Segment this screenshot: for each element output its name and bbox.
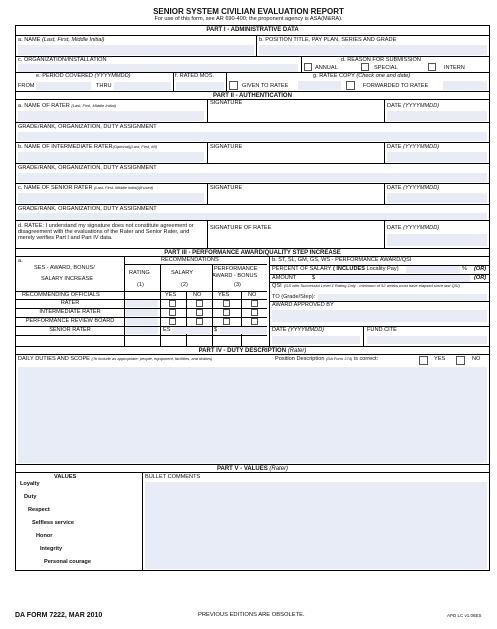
from-date-field[interactable] xyxy=(36,82,91,90)
ratee-date-field[interactable] xyxy=(387,234,487,246)
rater-rating-field[interactable] xyxy=(126,300,158,307)
senior-date-label: DATE xyxy=(387,185,402,191)
official-rater: RATER xyxy=(60,300,80,306)
ratee-statement: d. RATEE: I understand my signature does not constitute agreement or disagreement with the evaluations of the Rater and Senior Rater, and merely verifies Part I and Part IV data. xyxy=(18,223,194,242)
ratee-copy-hint: (Check one and date) xyxy=(356,73,411,79)
es-field[interactable] xyxy=(172,327,210,334)
rater-date-hint: (YYYYMMDD) xyxy=(403,103,440,109)
includes-label: ( INCLUDES xyxy=(332,266,365,272)
value-selfless-service: Selfless service xyxy=(32,520,74,526)
rater-grade-label: GRADE/RANK, ORGANIZATION, DUTY ASSIGNMENT xyxy=(18,124,157,130)
salary-number: (2) xyxy=(181,282,188,288)
performance-review-board-salary-no-checkbox[interactable] xyxy=(196,318,203,325)
ratee-date-hint: (YYYYMMDD) xyxy=(403,225,440,231)
senior-rater-rating-field[interactable] xyxy=(126,327,158,334)
forwarded-to-ratee-checkbox[interactable] xyxy=(346,81,355,90)
position-label: b. POSITION TITLE, PAY PLAN, SERIES AND GRADE xyxy=(259,37,397,43)
pd-hint: (DA Form 374) xyxy=(326,356,353,361)
to-grade-step-label: TO (Grade/Step): xyxy=(272,294,316,300)
senior-date-hint: (YYYYMMDD) xyxy=(403,185,440,191)
part4-heading-hint: (Rater) xyxy=(287,348,307,354)
rating-number: (1) xyxy=(137,282,144,288)
performance-review-board-award-no-checkbox[interactable] xyxy=(251,318,258,325)
name-field[interactable] xyxy=(18,45,254,55)
rater-name-hint: (Last, First, Middle Initial) xyxy=(71,103,117,108)
intermediate-rater-salary-yes-checkbox[interactable] xyxy=(169,309,176,316)
period-label: e. PERIOD COVERED xyxy=(36,73,93,79)
obsolete-notice: PREVIOUS EDITIONS ARE OBSOLETE. xyxy=(198,612,305,618)
intermediate-date-hint: (YYYYMMDD) xyxy=(403,144,440,150)
ratee-signature-label: SIGNATURE OF RATEE xyxy=(210,225,272,231)
position-description-label: Position Description xyxy=(275,356,325,362)
organization-field[interactable] xyxy=(18,64,298,72)
senior-grade-field[interactable] xyxy=(18,213,487,220)
performance-review-board-rating-field[interactable] xyxy=(126,318,158,325)
organization-label: c. ORGANIZATION/INSTALLATION xyxy=(18,57,107,63)
ses-label-line2: SALARY INCREASE xyxy=(41,276,94,282)
bullet-comments-field[interactable] xyxy=(145,482,487,569)
official-senior-rater: SENIOR RATER xyxy=(49,327,91,333)
rater-signature-label: SIGNATURE xyxy=(210,100,243,106)
forwarded-to-ratee-label: FORWARDED TO RATEE xyxy=(363,83,429,89)
duties-field[interactable] xyxy=(18,367,487,463)
reason-intern-checkbox[interactable] xyxy=(428,63,436,71)
senior-grade-label: GRADE/RANK, ORGANIZATION, DUTY ASSIGNMENT xyxy=(18,206,157,212)
senior-rater-hint: (Last, First, Middle Initial)(if used) xyxy=(94,185,154,190)
values-label: VALUES xyxy=(54,474,77,480)
rater-salary-no-checkbox[interactable] xyxy=(196,300,203,307)
percent-sign: % xyxy=(462,266,467,272)
senior-signature-label: SIGNATURE xyxy=(210,185,243,191)
intermediate-signature-label: SIGNATURE xyxy=(210,144,243,150)
duties-hint: (To include as appropriate: people, equipment, facilities, and dollars) xyxy=(91,356,213,361)
from-label: FROM xyxy=(18,83,35,89)
rater-name-label: a. NAME OF RATER xyxy=(18,103,70,109)
intermediate-rater-award-no-checkbox[interactable] xyxy=(251,309,258,316)
approved-date-field[interactable] xyxy=(272,336,360,344)
value-personal-courage: Personal courage xyxy=(44,559,91,565)
performance-number: (3) xyxy=(234,282,241,288)
award-approved-label: AWARD APPROVED BY xyxy=(272,302,334,308)
amount-dollar-field[interactable] xyxy=(220,327,267,334)
rated-months-label: f. RATED MOS. xyxy=(175,73,215,79)
part5-heading-hint: (Rater) xyxy=(269,466,289,472)
award-yes-label: YES xyxy=(218,292,230,298)
rater-date-field[interactable] xyxy=(387,111,487,121)
ratee-copy-label: g. RATEE COPY xyxy=(313,73,355,79)
reason-special-checkbox[interactable] xyxy=(361,63,369,71)
part3-b-label: b. ST, SL, GM, GS, WS - PERFORMANCE AWARD/QSI xyxy=(272,257,412,263)
recommendations-label: RECOMMENDATIONS xyxy=(161,257,219,263)
name-hint: (Last, First, Middle Initial) xyxy=(41,37,105,43)
official-intermediate-rater: INTERMEDIATE RATER xyxy=(39,309,101,315)
name-label: a. NAME xyxy=(18,37,41,43)
senior-rater-name-field[interactable] xyxy=(18,193,204,203)
award-no-label: NO xyxy=(248,292,257,298)
thru-label: THRU xyxy=(96,83,112,89)
intermediate-rater-name-field[interactable] xyxy=(18,152,204,162)
intermediate-grade-label: GRADE/RANK, ORGANIZATION, DUTY ASSIGNMENT xyxy=(18,165,157,171)
es-label: ES xyxy=(163,327,171,333)
form-subtitle: For use of this form, see AR 690-400; the proponent agency is ASA(M&RA). xyxy=(154,16,343,22)
recommending-officials-label: RECOMMENDING OFFICIALS xyxy=(22,292,100,298)
rater-name-field[interactable] xyxy=(18,111,204,121)
performance-label-line2: AWARD - BONUS xyxy=(212,273,258,279)
rating-label: RATING xyxy=(129,270,150,276)
intermediate-rater-hint: (Optional)(Last, First, MI) xyxy=(112,144,158,149)
rated-months-field[interactable] xyxy=(176,82,224,90)
forwarded-date-field[interactable] xyxy=(443,81,487,90)
period-hint: (YYYYMMDD) xyxy=(94,73,131,79)
performance-review-board-award-yes-checkbox[interactable] xyxy=(223,318,230,325)
qsi-label: QSI xyxy=(272,283,282,289)
reason-annual-label: ANNUAL xyxy=(315,65,338,71)
percent-label: PERCENT OF SALARY xyxy=(272,266,332,272)
reason-label: d. REASON FOR SUBMISSION xyxy=(341,57,421,63)
intermediate-rater-label: b. NAME OF INTERMEDIATE RATER xyxy=(18,144,113,150)
percent-or: (OR) xyxy=(474,266,487,272)
part2-heading: PART II - AUTHENTICATION xyxy=(16,91,489,99)
intermediate-date-field[interactable] xyxy=(387,152,487,162)
amount-field[interactable] xyxy=(320,275,470,282)
official-performance-review-board: PERFORMANCE REVIEW BOARD xyxy=(25,318,115,324)
evaluation-form xyxy=(15,25,490,571)
intermediate-rater-award-yes-checkbox[interactable] xyxy=(223,309,230,316)
value-honor: Honor xyxy=(36,533,53,539)
intermediate-rater-rating-field[interactable] xyxy=(126,309,158,316)
rater-salary-yes-checkbox[interactable] xyxy=(169,300,176,307)
ses-label-line1: SES - AWARD, BONUS/ xyxy=(34,265,95,271)
part5-heading: PART V - VALUES xyxy=(216,466,268,472)
to-grade-step-field[interactable] xyxy=(318,294,487,301)
salary-label: SALARY xyxy=(171,270,193,276)
rater-award-yes-checkbox[interactable] xyxy=(223,300,230,307)
rater-grade-field[interactable] xyxy=(18,132,487,141)
award-approved-field[interactable] xyxy=(272,310,487,322)
form-title: SENIOR SYSTEM CIVILIAN EVALUATION REPORT xyxy=(153,7,344,16)
given-to-ratee-checkbox[interactable] xyxy=(229,81,238,90)
given-date-field[interactable] xyxy=(298,81,341,90)
value-loyalty: Loyalty xyxy=(20,481,40,487)
performance-label-line1: PERFORMANCE xyxy=(214,266,258,272)
dollar-label: $ xyxy=(214,327,218,333)
form-version: APD LC v1.06ES xyxy=(447,613,482,618)
amount-dollar: $ xyxy=(312,275,316,281)
senior-rater-label: c. NAME OF SENIOR RATER xyxy=(18,185,93,191)
thru-date-field[interactable] xyxy=(114,82,171,90)
value-integrity: Integrity xyxy=(40,546,63,552)
rater-award-no-checkbox[interactable] xyxy=(251,300,258,307)
position-field[interactable] xyxy=(259,45,487,55)
is-correct-label: is correct: xyxy=(353,356,379,362)
fund-cite-label: FUND CITE xyxy=(367,327,397,333)
intermediate-date-label: DATE xyxy=(387,144,402,150)
part3-heading: PART III - PERFORMANCE AWARD/QUALITY STEP INCREASE xyxy=(16,248,489,256)
pd-no-checkbox[interactable] xyxy=(456,356,465,365)
ratee-date-label: DATE xyxy=(387,225,402,231)
approved-date-hint: (YYYYMMDD) xyxy=(288,327,325,333)
reason-special-label: SPECIAL xyxy=(374,65,398,71)
locality-label: Locality Pay) xyxy=(366,266,399,272)
part1-heading: PART I - ADMINISTRATIVE DATA xyxy=(206,27,299,33)
form-number: DA FORM 7222, MAR 2010 xyxy=(15,612,103,619)
duties-label: DAILY DUTIES AND SCOPE xyxy=(18,356,90,362)
rater-date-label: DATE xyxy=(387,103,402,109)
pd-yes-label: YES xyxy=(434,356,446,362)
qsi-hint: (GS with Successful Level 1 Rating Only - minimum of 52 weeks must have elapsed since last QSI) xyxy=(284,283,460,288)
part4-heading: PART IV - DUTY DESCRIPTION xyxy=(198,348,287,354)
senior-date-field[interactable] xyxy=(387,193,487,203)
part3-a-label: a. xyxy=(18,258,23,264)
pd-no-label: NO xyxy=(472,356,481,362)
salary-no-label: NO xyxy=(193,292,202,298)
approved-date-label: DATE xyxy=(272,327,287,333)
value-respect: Respect xyxy=(28,507,50,513)
intermediate-grade-field[interactable] xyxy=(18,173,487,182)
given-to-ratee-label: GIVEN TO RATEE xyxy=(242,83,289,89)
intermediate-rater-salary-no-checkbox[interactable] xyxy=(196,309,203,316)
percent-field[interactable] xyxy=(406,266,460,273)
value-duty: Duty xyxy=(24,494,37,500)
reason-annual-checkbox[interactable] xyxy=(304,63,312,71)
pd-yes-checkbox[interactable] xyxy=(419,356,428,365)
reason-intern-label: INTERN xyxy=(444,65,465,71)
amount-or: (OR) xyxy=(474,275,487,281)
bullet-comments-label: BULLET COMMENTS xyxy=(145,474,201,480)
fund-cite-field[interactable] xyxy=(367,336,487,344)
salary-yes-label: YES xyxy=(165,292,177,298)
amount-label: AMOUNT xyxy=(272,275,297,281)
performance-review-board-salary-yes-checkbox[interactable] xyxy=(169,318,176,325)
